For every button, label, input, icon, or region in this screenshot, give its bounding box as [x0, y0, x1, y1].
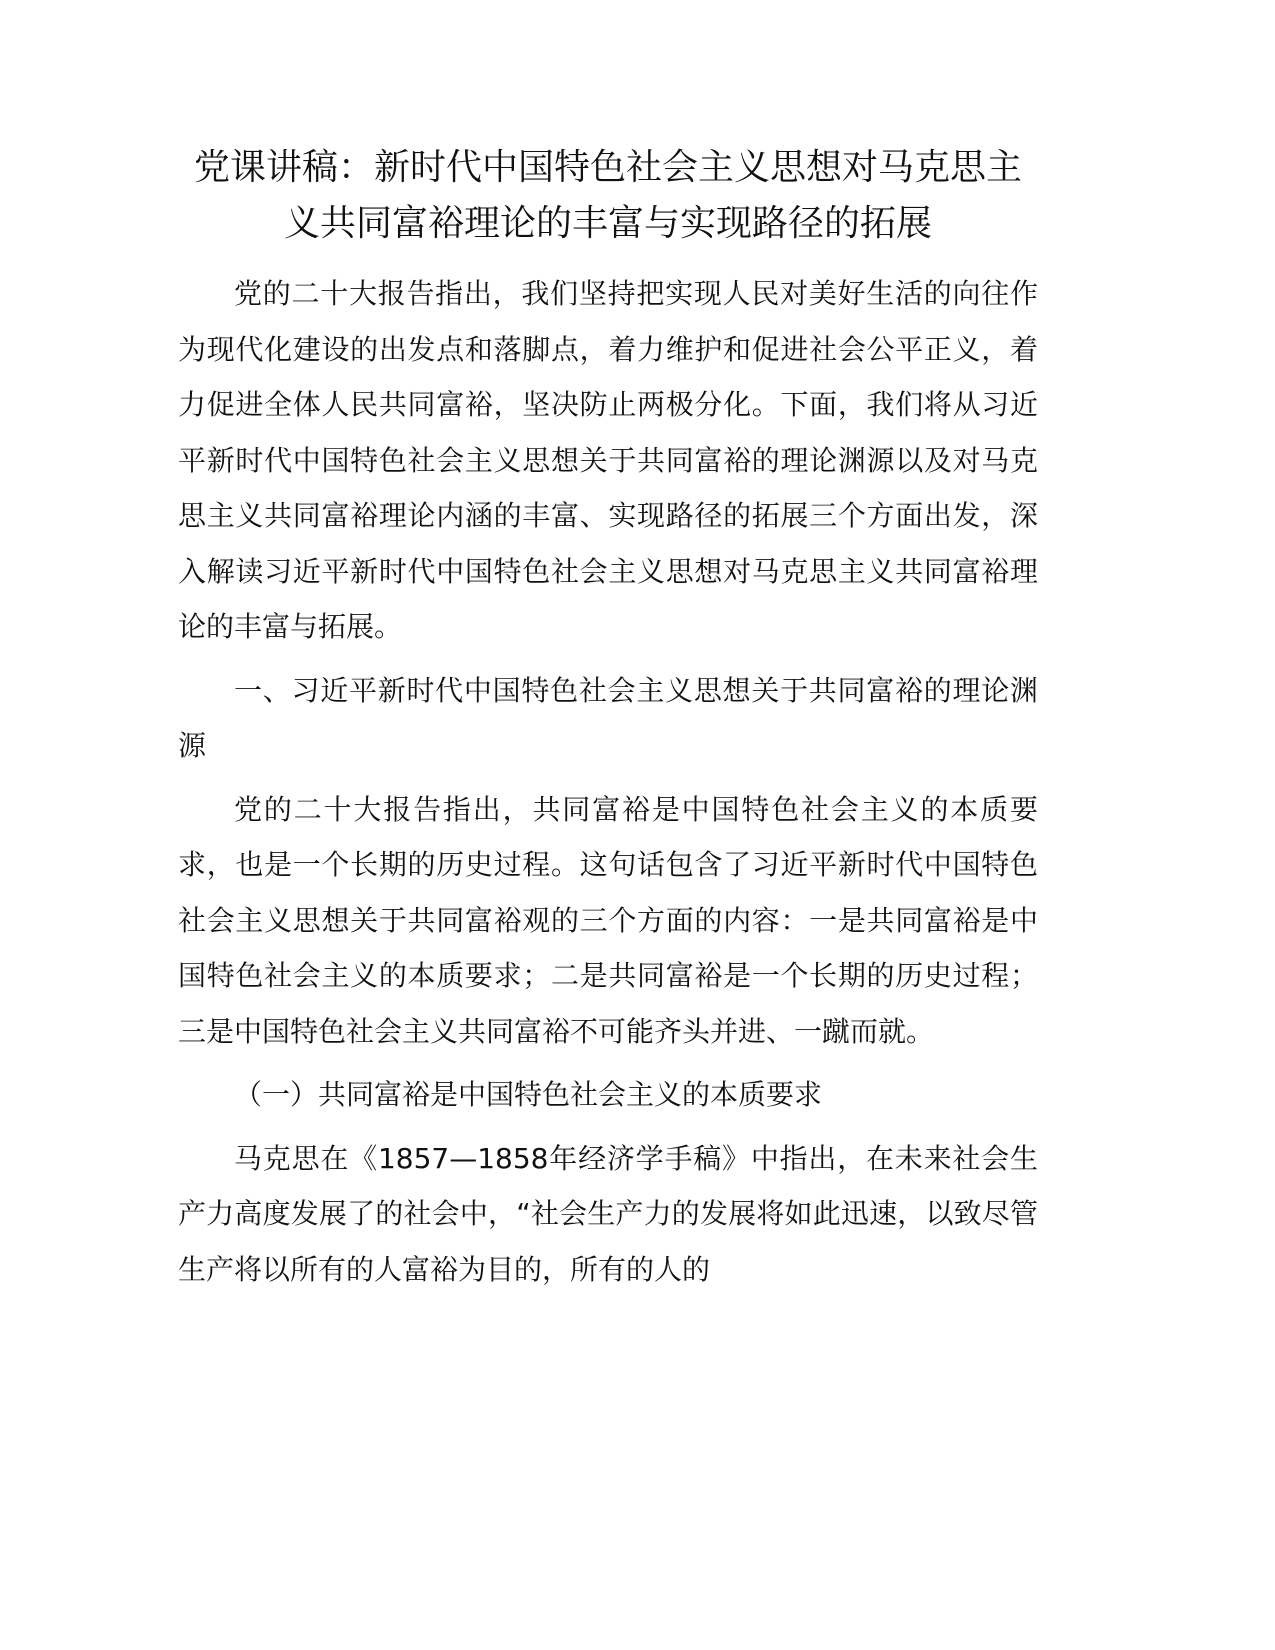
- paragraph-marx-quote: 马克思在《1857—1858年经济学手稿》中指出，在未来社会生产力高度发展了的社会中，“社会生产力的发展将如此迅速，以致尽管生产将以所有的人富裕为目的，所有的人的: [178, 1141, 1038, 1286]
- paragraph-intro: 党的二十大报告指出，我们坚持把实现人民对美好生活的向往作为现代化建设的出发点和落脚点，着力维护和促进社会公平正义，着力促进全体人民共同富裕，坚决防止两极分化。下面，我们将从习近平新时代中国特色社会主义思想关于共同富裕的理论渊源以及对马克思主义共同富裕理论内涵的丰富、实现路径的拓展三个方面出发，深入解读习近平新时代中国特色社会主义思想对马克思主义共同富裕理论的丰富与拓展。: [178, 277, 1038, 643]
- subsection-heading-1: （一）共同富裕是中国特色社会主义的本质要求: [234, 1078, 823, 1111]
- document-page: [178, 140, 1038, 1305]
- section-heading-1: 一、习近平新时代中国特色社会主义思想关于共同富裕的理论渊源: [178, 673, 1038, 762]
- paragraph-section-1: 党的二十大报告指出，共同富裕是中国特色社会主义的本质要求，也是一个长期的历史过程。这句话包含了习近平新时代中国特色社会主义思想关于共同富裕观的三个方面的内容：一是共同富裕是中国特色社会主义的本质要求；二是共同富裕是一个长期的历史过程；三是中国特色社会主义共同富裕不可能齐头并进、一蹴而就。: [178, 792, 1038, 1048]
- document-title: 党课讲稿：新时代中国特色社会主义思想对马克思主义共同富裕理论的丰富与实现路径的拓展: [193, 147, 1022, 244]
